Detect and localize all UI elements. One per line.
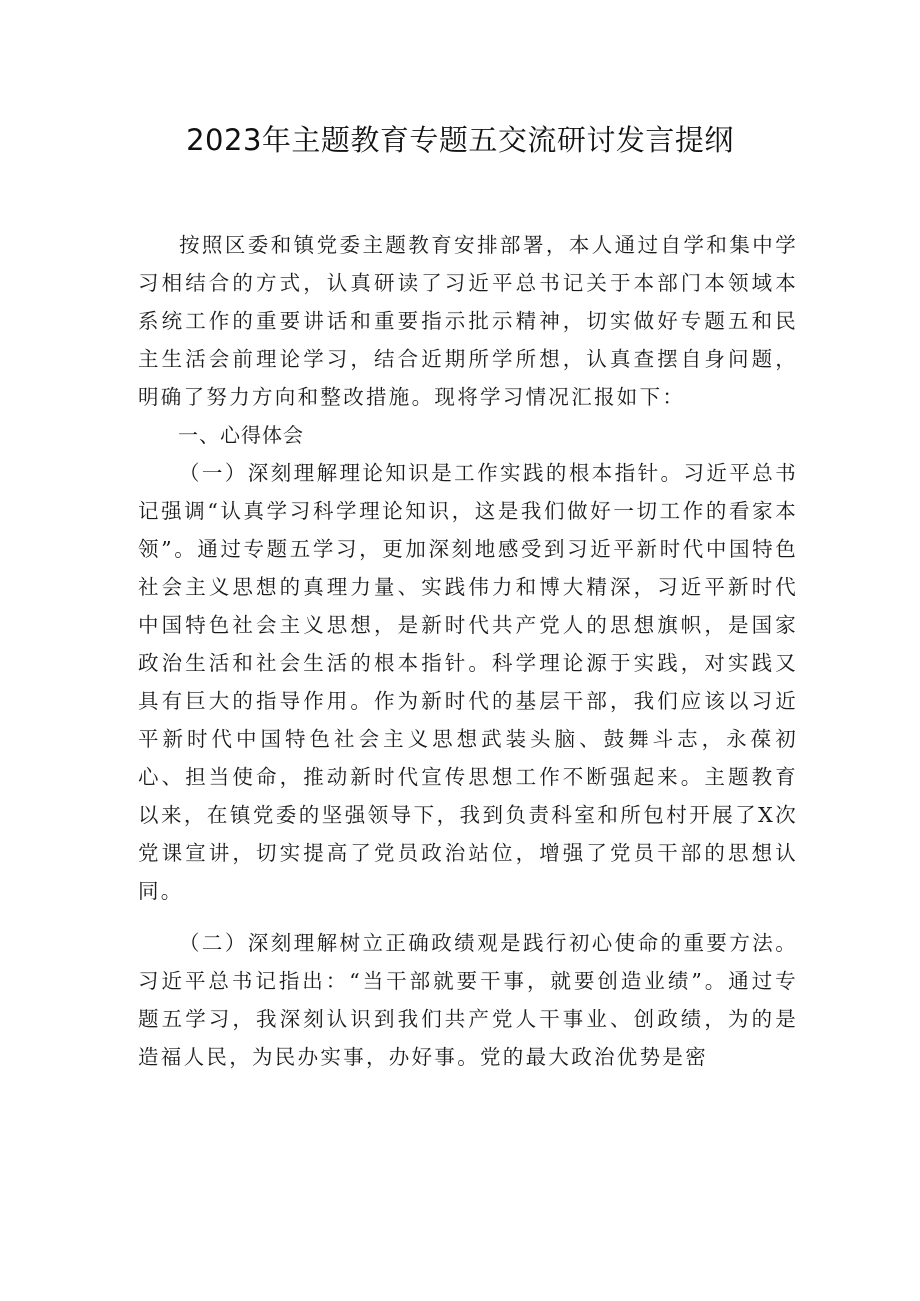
paragraph-1: （一）深刻理解理论知识是工作实践的根本指针。习近平总书记强调“认真学习科学理论知识，这是我们做好一切工作的看家本领”。通过专题五学习，更加深刻地感受到习近平新时代中国特色社会主义思想的真理力量、实践伟力和博大精深，习近平新时代中国特色社会主义思想，是新时代共产党人的思想旗帜，是国家政治生活和社会生活的根本指针。科学理论源于实践，对实践又具有巨大的指导作用。作为新时代的基层干部，我们应该以习近平新时代中国特色社会主义思想武装头脑、鼓舞斗志，永葆初心、担当使命，推动新时代宣传思想工作不断强起来。主题教育以来，在镇党委的坚强领导下，我到负责科室和所包村开展了X次党课宣讲，切实提高了党员政治站位，增强了党员干部的思想认同。 <box>138 461 798 903</box>
document-body <box>138 226 798 1076</box>
paragraph-2: （二）深刻理解树立正确政绩观是践行初心使命的重要方法。习近平总书记指出：“当干部就要干事，就要创造业绩”。通过专题五学习，我深刻认识到我们共产党人干事业、创政绩，为的是造福人民，为民办实事，办好事。党的最大政治优势是密 <box>138 931 798 1069</box>
section-heading-1: 一、心得体会 <box>178 423 304 447</box>
document-title: 2023年主题教育专题五交流研讨发言提纲 <box>186 123 734 157</box>
intro-paragraph: 按照区委和镇党委主题教育安排部署，本人通过自学和集中学习相结合的方式，认真研读了习近平总书记关于本部门本领域本系统工作的重要讲话和重要指示批示精神，切实做好专题五和民主生活会前理论学习，结合近期所学所想，认真查摆自身问题，明确了努力方向和整改措施。现将学习情况汇报如下： <box>138 233 798 409</box>
paragraph-gap <box>138 910 798 924</box>
